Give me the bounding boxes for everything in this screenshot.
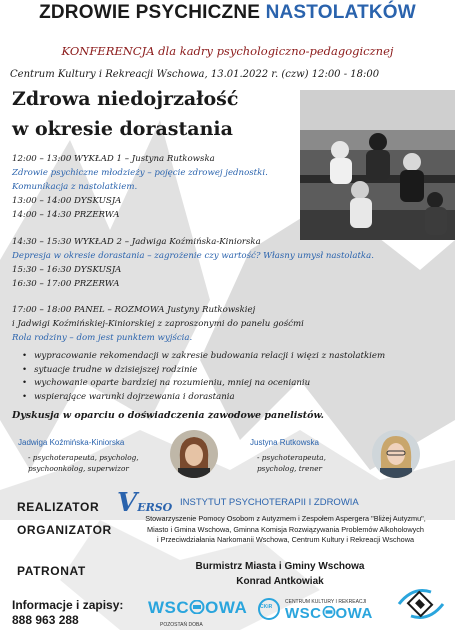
agenda-lecture1-topic1: Zdrowie psychiczne młodzieży – pojęcie zdrowej jednostki.: [12, 168, 268, 178]
patron-line1: Burmistrz Miasta i Gminy Wschowa: [195, 561, 365, 572]
contact-phone: 888 963 288: [12, 613, 79, 627]
list-item: • wspierające warunki dojrzewania i dorastania: [22, 392, 385, 406]
realizator-name: INSTYTUT PSYCHOTERAPII I ZDROWIA: [180, 497, 359, 508]
ckir-wschowa-logo: WSC OWA: [285, 605, 373, 622]
speaker1-name: Jadwiga Koźmińska-Kiniorska: [18, 438, 125, 447]
agenda-panel-line1: 17:00 – 18:00 PANEL – ROZMOWA Justyny Rutkowskiej: [12, 305, 256, 315]
blizej-autyzmu-logo: [393, 582, 449, 626]
agenda-lecture1: 12:00 – 13:00 WYKŁAD 1 – Justyna Rutkowska: [12, 154, 215, 164]
organizator-text: Stowarzyszenie Pomocy Osobom z Autyzmem i Zespołem Aspergera "Bliżej Autyzmu", Miasto i Gmina Wschowa, Gminna Komisja Rozwiązywania Problemów Alkoholowych i Przeciwdziałania Narkomanii Wschowa, Centrum Kultury i Rekreacji Wschowa: [145, 514, 426, 544]
ckir-logo-caption: CENTRUM KULTURY I REKREACJI: [285, 599, 367, 605]
students-photo: [300, 90, 455, 240]
agenda-panel-line2: i Jadwigi Koźmińskiej-Kiniorskiej z zaproszonymi do panelu gośćmi: [12, 319, 304, 329]
list-item: • wypracowanie rekomendacji w zakresie budowania relacji i więzi z nastolatkiem: [22, 351, 385, 365]
panel-bullet-list: [22, 351, 385, 405]
list-item: • sytuacje trudne w dzisiejszej rodzinie: [22, 365, 385, 379]
speaker2-name: Justyna Rutkowska: [250, 438, 319, 447]
list-item: • wychowanie oparte bardziej na rozumieniu, mniej na ocenianiu: [22, 378, 385, 392]
wschowa-logo: WSC OWA: [148, 598, 248, 617]
patron-line2: Konrad Antkowiak: [236, 576, 324, 587]
contact-label: Informacje i zapisy:: [12, 598, 124, 612]
agenda-discussion2: 15:30 – 16:30 DYSKUSJA: [12, 265, 122, 275]
realizator-label: REALIZATOR: [17, 500, 100, 514]
speaker1-desc1: - psychoterapeuta, psycholog,: [28, 453, 139, 462]
speaker2-avatar: [372, 430, 420, 478]
conference-subtitle: KONFERENCJA dla kadry psychologiczno-pedagogicznej: [61, 44, 394, 58]
ckir-wheel-icon: [322, 606, 336, 618]
headline-line1: Zdrowa niedojrzałość: [12, 88, 239, 110]
speaker2-desc1: - psychoterapeuta,: [257, 453, 326, 462]
speaker1-avatar: [170, 430, 218, 478]
verso-v-mark: V: [117, 488, 138, 518]
agenda-break2: 16:30 – 17:00 PRZERWA: [12, 279, 120, 289]
organizator-label: ORGANIZATOR: [17, 523, 112, 537]
verso-logo: VERSO: [117, 488, 173, 518]
agenda-lecture1-topic2: Komunikacja z nastolatkiem.: [12, 182, 138, 192]
agenda-break1: 14:00 – 14:30 PRZERWA: [12, 210, 120, 220]
headline-line2: w okresie dorastania: [12, 118, 233, 140]
speaker2-desc2: psycholog, trener: [257, 464, 322, 473]
ckir-badge-text: CKiR: [260, 604, 273, 610]
patronat-label: PATRONAT: [17, 564, 86, 578]
venue-date: Centrum Kultury i Rekreacji Wschowa, 13.01.2022 r. (czw) 12:00 - 18:00: [10, 69, 380, 80]
wschowa-logo-caption: POZOSTAŃ DOBA: [160, 622, 203, 628]
poster-title: ZDROWIE PSYCHICZNE NASTOLATKÓW: [39, 2, 416, 23]
agenda-panel-topic: Rola rodziny – dom jest punktem wyjścia.: [12, 333, 193, 343]
agenda-lecture2: 14:30 – 15:30 WYKŁAD 2 – Jadwiga Koźmińska-Kiniorska: [12, 237, 261, 247]
agenda-discussion1: 13:00 – 14:00 DYSKUSJA: [12, 196, 122, 206]
speaker1-desc2: psychoonkolog, superwizor: [28, 464, 129, 473]
agenda-lecture2-topic: Depresja w okresie dorastania – zagrożenie czy wartość? Własny umysł nastolatka.: [12, 251, 374, 261]
wschowa-wheel-icon: [189, 600, 205, 614]
panel-summary: Dyskusja w oparciu o doświadczenia zawodowe panelistów.: [12, 410, 324, 421]
